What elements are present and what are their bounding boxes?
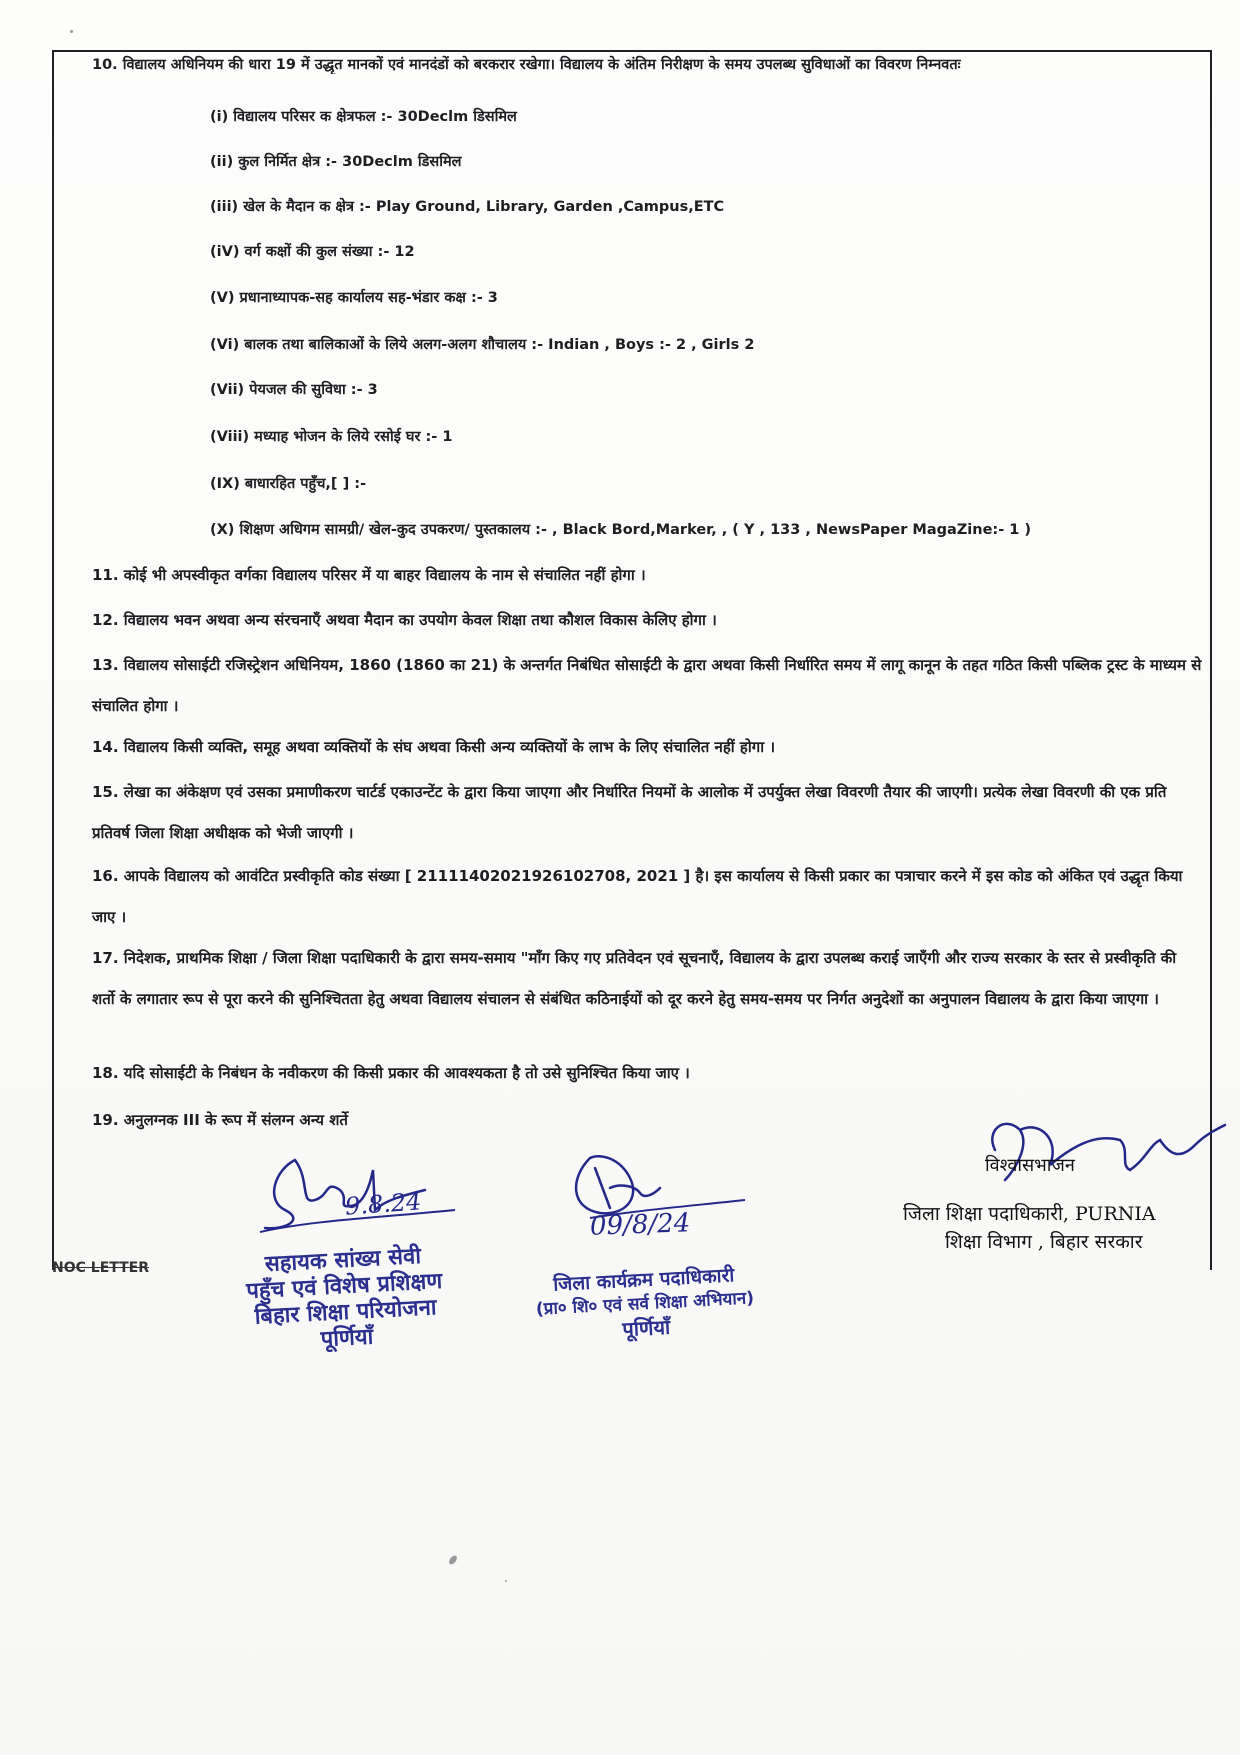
left-stamp-line-4: पूर्णियाँ — [320, 1324, 374, 1353]
officer-designation: जिला शिक्षा पदाधिकारी, PURNIA — [903, 1203, 1156, 1225]
clause-10: 10. विद्यालय अधिनियम की धारा 19 में उद्धृत मानकों एवं मानदंडों को बरकरार रखेगा। विद्यालय के अंतिम निरीक्षण के समय उपलब्ध सुविधाओं का विवरण निम्नवतः — [92, 57, 961, 73]
left-stamp-line-2: पहुँच एवं विशेष प्रशिक्षण — [245, 1268, 443, 1305]
officer-department: शिक्षा विभाग , बिहार सरकार — [945, 1231, 1143, 1253]
clause-17: 17. निदेशक, प्राथमिक शिक्षा / जिला शिक्षा पदाधिकारी के द्वारा समय-समाय "माँग किए गए प्रतिवेदन एवं सूचनाएँ, विद्यालय के द्वारा उपलब्ध कराई जाएँगी और राज्य सरकार के स्तर से प्रस्वीकृति की शर्तो के लगातार रूप से पूरा करने की सुनिश्चितता हेतु अथवा विद्यालय संचालन से संबंधित कठिनाईयों को दूर करने हेतु समय-समय पर निर्गत अनुदेशों का अनुपालन विद्यालय के द्वारा किया जाएगा । — [92, 949, 1177, 1008]
scan-speck — [505, 1580, 507, 1582]
closing-valediction: विश्वासभाजन — [985, 1155, 1075, 1176]
noc-letter-label: NOC LETTER — [52, 1260, 150, 1276]
left-signature-date: 9.8.24 — [344, 1187, 423, 1221]
scan-speck — [447, 1554, 458, 1566]
facility-item-7: (Vii) पेयजल की सुविधा :- 3 — [210, 382, 378, 398]
facility-item-2: (ii) कुल निर्मित क्षेत्र :- 30Declm डिसमिल — [210, 154, 462, 170]
clause-14: 14. विद्यालय किसी व्यक्ति, समूह अथवा व्यक्तियों के संघ अथवा किसी अन्य व्यक्तियों के लाभ के लिए संचालित नहीं होगा । — [92, 738, 776, 756]
facility-item-6: (Vi) बालक तथा बालिकाओं के लिये अलग-अलग शौचालय :- Indian , Boys :- 2 , Girls 2 — [210, 337, 755, 353]
facility-item-3: (iii) खेल के मैदान क क्षेत्र :- Play Ground, Library, Garden ,Campus,ETC — [210, 199, 725, 215]
frame-left-border — [52, 50, 54, 1270]
facility-item-1: (i) विद्यालय परिसर क क्षेत्रफल :- 30Declm डिसमिल — [210, 109, 517, 125]
left-official-stamp — [207, 1241, 482, 1359]
middle-official-stamp — [503, 1261, 786, 1348]
facility-item-10: (X) शिक्षण अधिगम सामग्री/ खेल-कुद उपकरण/ पुस्तकालय :- , Black Bord,Marker, , ( Y , 133 , NewsPaper MagaZine:- 1 ) — [210, 522, 1032, 538]
facility-item-5: (V) प्रधानाध्यापक-सह कार्यालय सह-भंडार कक्ष :- 3 — [210, 290, 498, 306]
clause-13: 13. विद्यालय सोसाईटी रजिस्ट्रेशन अधिनियम, 1860 (1860 का 21) के अन्तर्गत निबंधित सोसाईटी के द्वारा अथवा किसी निर्धारित समय में लागू कानून के तहत गठित किसी पब्लिक ट्रस्ट के माध्यम से संचालित होगा । — [92, 656, 1202, 715]
scan-speck — [70, 30, 73, 33]
middle-stamp-line-2: (प्रा० शि० एवं सर्व शिक्षा अभियान) — [535, 1288, 755, 1320]
frame-top-border — [52, 50, 1212, 52]
facility-item-4: (iV) वर्ग कक्षों की कुल संख्या :- 12 — [210, 244, 415, 260]
clause-19: 19. अनुलग्नक III के रूप में संलग्न अन्य शर्ते — [92, 1111, 348, 1129]
left-stamp-line-1: सहायक सांख्य सेवी — [264, 1243, 422, 1278]
facility-item-8: (Viii) मध्याह भोजन के लिये रसोई घर :- 1 — [210, 429, 453, 445]
frame-right-border — [1210, 50, 1212, 1270]
middle-stamp-line-1: जिला कार्यक्रम पदाधिकारी — [552, 1264, 735, 1296]
middle-stamp-line-3: पूर्णियाँ — [621, 1314, 671, 1342]
clause-16: 16. आपके विद्यालय को आवंटित प्रस्वीकृति कोड संख्या [ 21111402021926102708, 2021 ] है। इस कार्यालय से किसी प्रकार का पत्राचार करने में इस कोड को अंकित एवं उद्धृत किया जाए । — [92, 867, 1183, 926]
clause-12: 12. विद्यालय भवन अथवा अन्य संरचनाएँ अथवा मैदान का उपयोग केवल शिक्षा तथा कौशल विकास केलिए होगा । — [92, 611, 717, 629]
left-stamp-line-3: बिहार शिक्षा परियोजना — [254, 1295, 438, 1330]
clause-11: 11. कोई भी अपस्वीकृत वर्गका विद्यालय परिसर में या बाहर विद्यालय के नाम से संचालित नहीं होगा । — [92, 566, 646, 584]
facility-item-9: (IX) बाधारहित पहुँच,[ ] :- — [210, 476, 367, 492]
clause-18: 18. यदि सोसाईटी के निबंधन के नवीकरण की किसी प्रकार की आवश्यकता है तो उसे सुनिश्चित किया जाए । — [92, 1064, 690, 1082]
middle-signature-date: 09/8/24 — [589, 1208, 691, 1242]
clause-15: 15. लेखा का अंकेक्षण एवं उसका प्रमाणीकरण चार्टर्ड एकाउन्टेंट के द्वारा किया जाएगा और निर्धारित नियमों के आलोक में उपर्युक्त लेखा विवरणी तैयार की जाएगी। प्रत्येक लेखा विवरणी की एक प्रति प्रतिवर्ष जिला शिक्षा अधीक्षक को भेजी जाएगी । — [92, 783, 1167, 842]
